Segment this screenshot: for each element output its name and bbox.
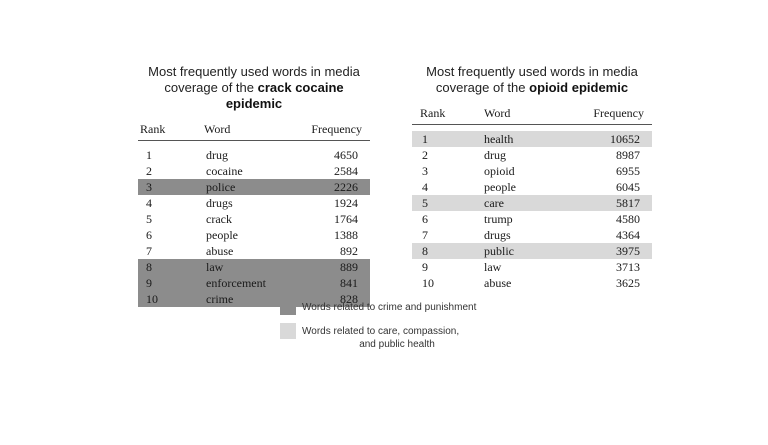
table-row [138,275,370,291]
table-row [412,195,652,211]
rank-cell: 1 [146,148,152,162]
rank-header: Rank [140,122,166,136]
word-cell: people [484,180,516,194]
word-cell: law [206,260,224,274]
rank-cell: 9 [146,276,152,290]
frequency-cell: 10652 [610,132,640,146]
rank-cell: 8 [146,260,152,274]
frequency-cell: 8987 [616,148,640,162]
frequency-cell: 2584 [334,164,358,178]
legend-crime-label: Words related to crime and punishment [302,302,477,313]
opioid-table-panel [412,64,652,291]
rank-cell: 9 [422,260,428,274]
word-cell: care [484,196,504,210]
crack-table-title [138,64,370,112]
frequency-cell: 3975 [616,244,640,258]
legend-care-label-line1: Words related to care, compassion, [302,326,460,337]
opioid-table-rows [412,131,652,291]
opioid-table-title [412,64,652,96]
table-row [412,243,652,259]
table-row [412,163,652,179]
rank-cell: 7 [422,228,428,242]
word-cell: law [484,260,502,274]
rank-cell: 10 [146,292,158,306]
word-cell: opioid [484,164,515,178]
word-cell: public [484,244,514,258]
frequency-cell: 4650 [334,148,358,162]
header-rule [412,124,652,125]
word-cell: drugs [206,196,233,210]
table-row [138,259,370,275]
frequency-cell: 4580 [616,212,640,226]
legend-care-swatch [280,323,296,339]
crack-title-line1: Most frequently used words in media [148,64,360,79]
table-row [412,211,652,227]
word-cell: police [206,180,236,194]
rank-cell: 6 [422,212,428,226]
frequency-cell: 1764 [334,212,358,226]
frequency-cell: 3625 [616,276,640,290]
frequency-cell: 841 [340,276,358,290]
rank-cell: 6 [146,228,152,242]
rank-cell: 4 [146,196,152,210]
opioid-table-header [412,106,652,124]
opioid-title-line2: coverage of the [435,80,530,95]
frequency-cell: 828 [340,292,358,306]
rank-cell: 3 [422,164,428,178]
frequency-header: Frequency [593,106,644,120]
frequency-cell: 1924 [334,196,358,210]
rank-cell: 2 [422,148,428,162]
crack-table-header [138,122,370,140]
table-row [412,275,652,291]
rank-cell: 5 [146,212,152,226]
frequency-cell: 5817 [616,196,640,210]
frequency-cell: 3713 [616,260,640,274]
frequency-cell: 4364 [616,228,640,242]
table-row [138,243,370,259]
rank-cell: 1 [422,132,428,146]
frequency-cell: 892 [340,244,358,258]
crack-table [138,122,370,307]
table-row [412,259,652,275]
crack-title-line2: coverage of the [164,80,258,95]
legend-care-label-line2: and public health [359,339,435,350]
table-row [138,163,370,179]
header-rule [138,140,370,141]
frequency-cell: 1388 [334,228,358,242]
rank-header: Rank [420,106,446,120]
rank-cell: 3 [146,180,152,194]
frequency-cell: 889 [340,260,358,274]
word-cell: drug [206,148,228,162]
frequency-header: Frequency [311,122,362,136]
frequency-cell: 6045 [616,180,640,194]
word-cell: trump [484,212,513,226]
opioid-title-line1: Most frequently used words in media [426,64,638,79]
table-row [412,179,652,195]
word-cell: health [484,132,514,146]
table-row [138,179,370,195]
legend-crime-swatch [280,299,296,315]
rank-cell: 4 [422,180,428,194]
crack-table-rows [138,147,370,307]
table-row [138,227,370,243]
rank-cell: 10 [422,276,434,290]
table-row [138,195,370,211]
opioid-table [412,106,652,291]
crack-cocaine-table-panel [138,64,370,307]
word-cell: drug [484,148,506,162]
table-row [412,131,652,147]
word-cell: crime [206,292,234,306]
frequency-cell: 2226 [334,180,358,194]
word-cell: abuse [206,244,234,258]
word-cell: people [206,228,238,242]
word-cell: cocaine [206,164,243,178]
word-header: Word [484,106,511,120]
table-row [412,147,652,163]
rank-cell: 5 [422,196,428,210]
word-cell: abuse [484,276,512,290]
rank-cell: 8 [422,244,428,258]
rank-cell: 2 [146,164,152,178]
table-row [138,211,370,227]
rank-cell: 7 [146,244,152,258]
frequency-cell: 6955 [616,164,640,178]
table-row [412,227,652,243]
opioid-title-bold: opioid epidemic [529,80,629,95]
table-row [138,147,370,163]
word-cell: enforcement [206,276,266,290]
word-cell: crack [206,212,232,226]
word-header: Word [204,122,231,136]
word-cell: drugs [484,228,511,242]
crack-title-bold: crack cocaine epidemic [225,80,344,111]
